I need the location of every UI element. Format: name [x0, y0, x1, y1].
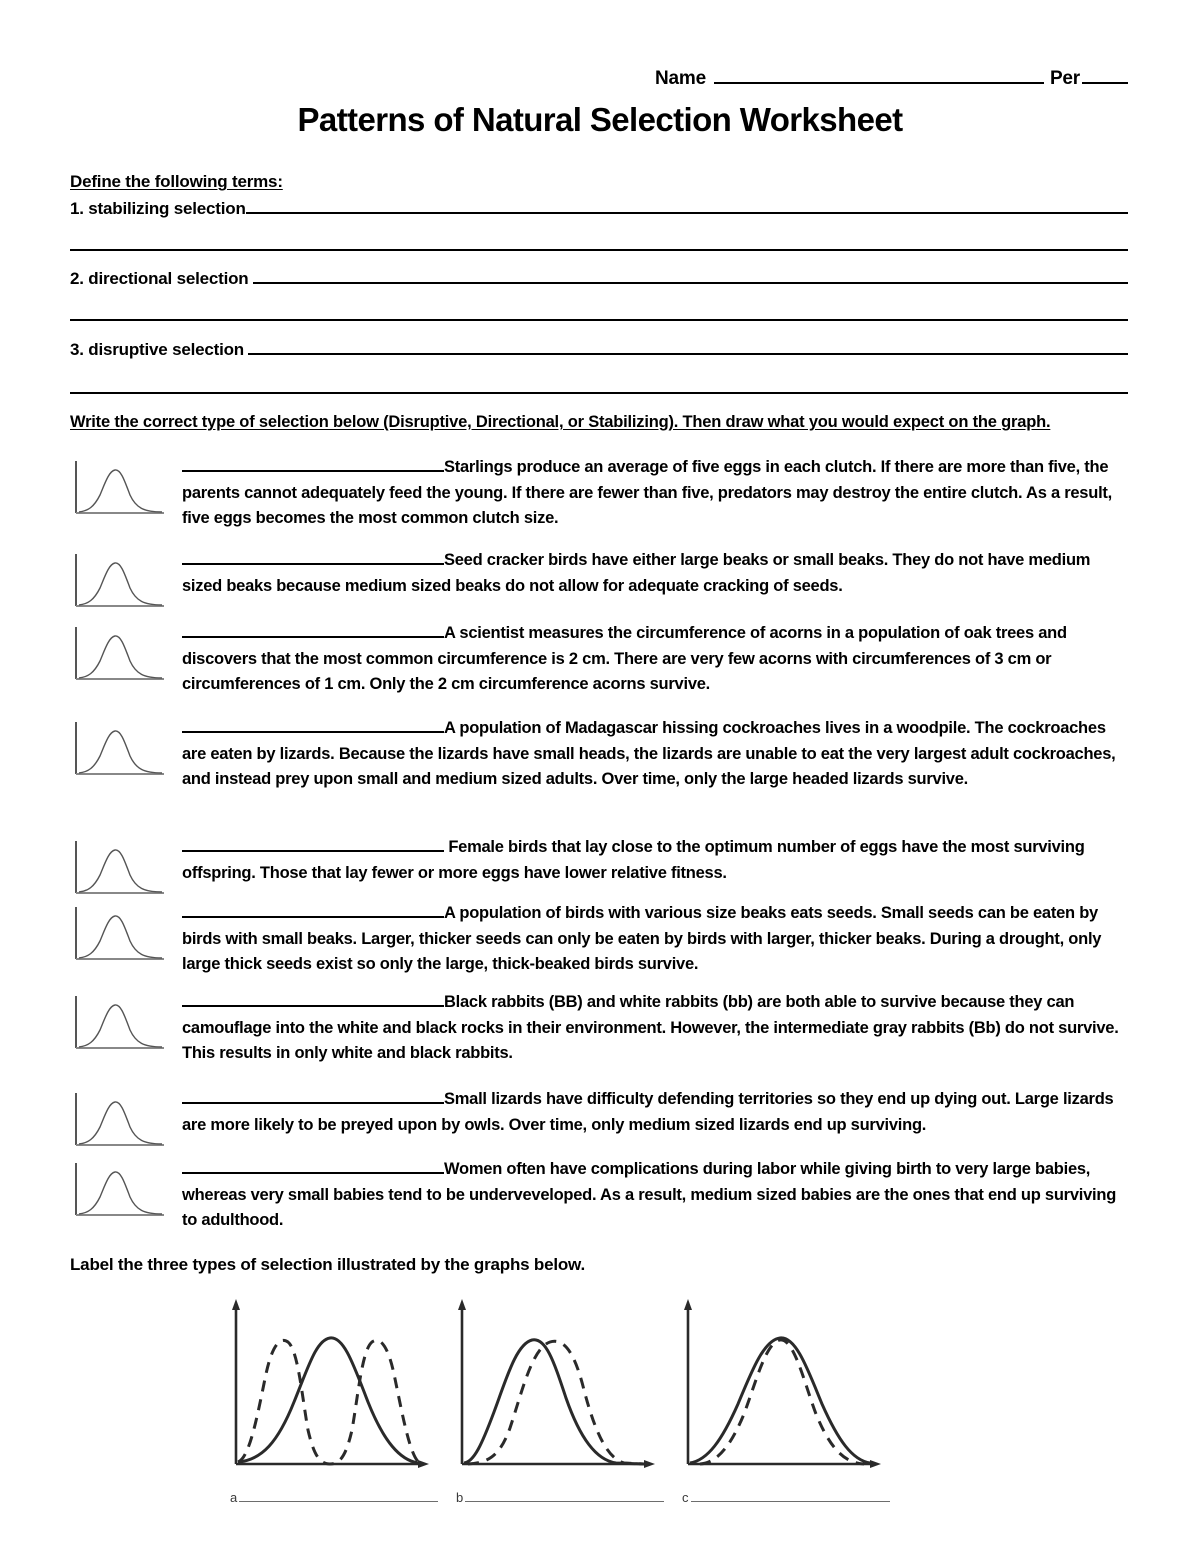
definition-label-2: 2. directional selection [70, 269, 254, 288]
scenario-prompt-7: Black rabbits (BB) and white rabbits (bb) are both able to survive because they can camouflage into the white and black rocks in their environment. However, the intermediate gray rabbits (Bb) do not survive. This results in only white and black rabbits. [182, 993, 1119, 1062]
scenario-text-9 [182, 1157, 1130, 1234]
bell-curve-thumbnail[interactable] [70, 1157, 170, 1221]
graph-label-a: a [230, 1490, 238, 1505]
bell-curve-thumbnail[interactable] [70, 990, 170, 1054]
scenario-prompt-8: Small lizards have difficulty defending territories so they end up dying out. Large lizards are more likely to be preyed upon by owls. Over time, only medium sized lizards end up surviving. [182, 1090, 1114, 1134]
scenario-prompt-4: A population of Madagascar hissing cockroaches lives in a woodpile. The cockroaches are eaten by lizards. Because the lizards have small heads, the lizards are unable to eat the very largest adult cockroaches, and instead prey upon small and medium sized adults. Over time, only the large headed lizards survive. [182, 719, 1116, 788]
directional-selection-graph [448, 1292, 664, 1482]
graph-cell-a [222, 1292, 438, 1505]
bell-curve-thumbnail[interactable] [70, 548, 170, 612]
scenario-answer-blank-7[interactable] [182, 992, 444, 1007]
definition-blank-3a[interactable] [248, 339, 1128, 355]
scenario-prompt-6: A population of birds with various size beaks eats seeds. Small seeds can be eaten by birds with small beaks. Larger, thicker seeds can only be eaten by birds with larger, thicker beaks. During a drought, only large thick seeds exist so only the large, thick-beaked birds survive. [182, 904, 1102, 973]
definition-label-1: 1. stabilizing selection [70, 199, 246, 218]
disruptive-selection-graph [222, 1292, 438, 1482]
scenario-answer-blank-5[interactable] [182, 837, 444, 852]
scenario-graph-3[interactable] [70, 621, 170, 685]
bell-curve-thumbnail[interactable] [70, 1087, 170, 1151]
definition-blank-3b[interactable] [70, 392, 1128, 394]
scenario-answer-blank-6[interactable] [182, 903, 444, 918]
scenario-item-7 [70, 990, 1130, 1067]
scenario-answer-blank-2[interactable] [182, 550, 444, 565]
bell-curve-thumbnail[interactable] [70, 901, 170, 965]
graph-cell-b [448, 1292, 664, 1505]
scenario-graph-4[interactable] [70, 716, 170, 780]
scenario-item-8 [70, 1087, 1130, 1151]
graph-answer-blank-b[interactable] [465, 1494, 664, 1502]
definition-label-3: 3. disruptive selection [70, 340, 249, 359]
scenario-graph-7[interactable] [70, 990, 170, 1054]
scenario-text-1 [182, 455, 1130, 532]
scenario-graph-2[interactable] [70, 548, 170, 612]
scenario-text-2 [182, 548, 1130, 599]
name-blank-line[interactable] [714, 69, 1044, 84]
selection-graphs-row [222, 1292, 902, 1505]
definition-blank-2a[interactable] [253, 268, 1128, 284]
scenario-item-2 [70, 548, 1130, 612]
scenario-graph-5[interactable] [70, 835, 170, 899]
scenario-item-1 [70, 455, 1130, 532]
definition-item-3 [70, 339, 1128, 360]
definition-blank-1a[interactable] [246, 198, 1128, 214]
scenario-prompt-1: Starlings produce an average of five eggs in each clutch. If there are more than five, the parents cannot adequately feed the young. If there are fewer than five, predators may destroy the entire clutch. As a result, five eggs becomes the most common clutch size. [182, 458, 1112, 527]
name-per-row [70, 68, 1128, 90]
bell-curve-thumbnail[interactable] [70, 716, 170, 780]
scenario-item-9 [70, 1157, 1130, 1234]
scenario-item-3 [70, 621, 1130, 698]
scenario-text-6 [182, 901, 1130, 978]
period-label: Per [1049, 68, 1080, 89]
scenario-graph-9[interactable] [70, 1157, 170, 1221]
bell-curve-thumbnail[interactable] [70, 455, 170, 519]
definition-blank-1b[interactable] [70, 249, 1128, 251]
bell-curve-thumbnail[interactable] [70, 621, 170, 685]
definition-item-1 [70, 198, 1128, 219]
graph-label-b: b [456, 1490, 464, 1505]
scenario-answer-blank-8[interactable] [182, 1089, 444, 1104]
stabilizing-selection-graph [674, 1292, 890, 1482]
scenario-answer-blank-4[interactable] [182, 718, 444, 733]
name-label: Name [655, 68, 706, 89]
scenario-text-8 [182, 1087, 1130, 1138]
scenario-prompt-9: Women often have complications during labor while giving birth to very large babies, whereas very small babies tend to be underveveloped. As a result, medium sized babies are the ones that end up surviving to adulthood. [182, 1160, 1117, 1229]
definition-item-2 [70, 268, 1128, 289]
graph-label-row-a [222, 1490, 438, 1505]
scenario-text-3 [182, 621, 1130, 698]
scenario-graph-1[interactable] [70, 455, 170, 519]
scenario-answer-blank-1[interactable] [182, 457, 444, 472]
graph-answer-blank-a[interactable] [239, 1494, 438, 1502]
label-section-heading: Label the three types of selection illustrated by the graphs below. [70, 1255, 585, 1274]
graph-label-row-c [674, 1490, 890, 1505]
scenario-answer-blank-3[interactable] [182, 623, 444, 638]
scenario-graph-6[interactable] [70, 901, 170, 965]
scenario-text-7 [182, 990, 1130, 1067]
definition-blank-2b[interactable] [70, 319, 1128, 321]
scenario-text-5 [182, 835, 1130, 886]
scenario-answer-blank-9[interactable] [182, 1159, 444, 1174]
scenario-graph-8[interactable] [70, 1087, 170, 1151]
period-blank-line[interactable] [1082, 69, 1128, 84]
scenario-prompt-3: A scientist measures the circumference of acorns in a population of oak trees and discovers that the most common circumference is 2 cm. There are very few acorns with circumferences of 3 cm or circumferences of 1 cm. Only the 2 cm circumference acorns survive. [182, 624, 1067, 693]
scenario-item-6 [70, 901, 1130, 978]
bell-curve-thumbnail[interactable] [70, 835, 170, 899]
scenario-instruction: Write the correct type of selection below (Disruptive, Directional, or Stabilizing). Then draw what you would expect on the graph. [70, 413, 1051, 431]
graph-answer-blank-c[interactable] [691, 1494, 891, 1502]
scenario-item-5 [70, 835, 1130, 899]
define-section-heading: Define the following terms: [70, 172, 283, 191]
graph-cell-c [674, 1292, 890, 1505]
scenario-prompt-2: Seed cracker birds have either large beaks or small beaks. They do not have medium sized beaks because medium sized beaks do not allow for adequate cracking of seeds. [182, 551, 1091, 595]
graph-label-c: c [682, 1490, 689, 1505]
graph-label-row-b [448, 1490, 664, 1505]
scenario-text-4 [182, 716, 1130, 793]
page-title: Patterns of Natural Selection Worksheet [297, 101, 903, 138]
scenario-prompt-5: Female birds that lay close to the optimum number of eggs have the most surviving offspring. Those that lay fewer or more eggs have lower relative fitness. [182, 838, 1085, 882]
scenario-item-4 [70, 716, 1130, 793]
